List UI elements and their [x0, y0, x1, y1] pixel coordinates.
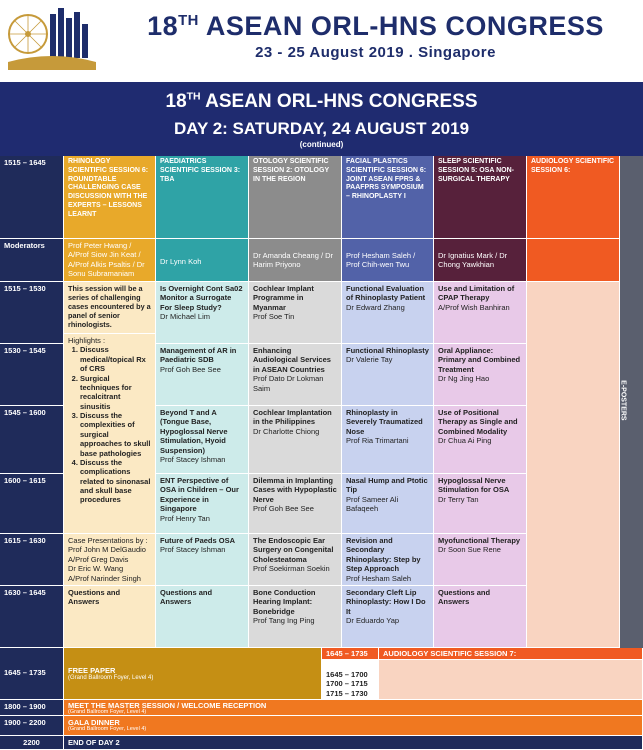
talk-speaker: Dr Charlotte Chiong — [253, 426, 320, 436]
talk-speaker: Dr Valerie Tay — [346, 355, 393, 365]
sleep-session-header: SLEEP SCIENTIFIC SESSION 5: OSA NON-SURGICAL THERAPY — [434, 156, 527, 239]
footer-venue: (Grand Ballroom Foyer, Level 4) — [68, 709, 147, 716]
page-title: 18TH ASEAN ORL-HNS CONGRESS — [147, 11, 604, 41]
talk-title: Revision and Secondary Rhinoplasty: Step by Step Approach — [346, 536, 421, 574]
audiology-s7-slots — [322, 660, 379, 700]
paediatrics-moderators: Dr Lynn Koh — [156, 239, 249, 282]
footer-venue: (Grand Ballroom Foyer, Level 4) — [68, 726, 147, 733]
case-label: Case Presentations by : — [68, 536, 148, 545]
facial-moderators: Prof Hesham Saleh / Prof Chih-wen Twu — [342, 239, 434, 282]
talk-speaker: Prof Stacey Ishman — [160, 545, 226, 555]
talk-title: Dilemma in Implanting Cases with Hypoplastic Nerve — [253, 476, 337, 504]
slot-time: 1515 – 1530 — [0, 282, 64, 344]
slot-time: 1630 – 1645 — [0, 586, 64, 648]
welcome-reception-row — [64, 700, 643, 716]
sleep-talk — [434, 282, 527, 344]
congress-header — [0, 0, 643, 78]
otology-talk — [249, 534, 342, 586]
talk-speaker: Dr Michael Lim — [160, 312, 211, 322]
talk-title: Use and Limitation of CPAP Therapy — [438, 284, 515, 303]
facial-plastics-session-header: FACIAL PLASTICS SCIENTIFIC SESSION 6: JOINT ASEAN FPRS & PAAFPRS SYMPOSIUM – RHINOPLASTY I — [342, 156, 434, 239]
talk-speaker: Prof Hesham Saleh — [346, 573, 412, 583]
sleep-talk — [434, 474, 527, 534]
talk-title: Myofunctional Therapy — [438, 536, 521, 545]
talk-speaker: Prof Sameer Ali Bafaqeeh — [346, 494, 399, 514]
case-presenter: Prof John M DelGaudio — [68, 545, 146, 555]
talk-title: Functional Rhinoplasty — [346, 346, 429, 355]
audiology-session-header: AUDIOLOGY SCIENTIFIC SESSION 6: — [527, 156, 620, 239]
highlight-item: 4. Discuss the complications related to sinonasal and skull base procedures — [80, 458, 151, 505]
slot-time: 1600 – 1615 — [0, 474, 64, 534]
talk-title: Cochlear Implantation in the Philippines — [253, 408, 332, 427]
footer-time: 1800 – 1900 — [0, 700, 64, 716]
rhinology-highlights — [64, 334, 156, 534]
sub-slot-time: 1700 – 1715 — [326, 679, 368, 689]
otology-talk — [249, 474, 342, 534]
sub-slot-time: 1645 – 1700 — [326, 670, 368, 679]
session-time: 1515 – 1645 — [0, 156, 64, 239]
facial-talk — [342, 344, 434, 406]
talk-title: ENT Perspective of OSA in Children – Our Experience in Singapore — [160, 476, 239, 514]
otology-session-header: OTOLOGY SCIENTIFIC SESSION 2: OTOLOGY IN THE REGION — [249, 156, 342, 239]
slot-time: 1545 – 1600 — [0, 406, 64, 474]
talk-title: Bone Conduction Hearing Implant: Bonebridge — [253, 588, 316, 616]
talk-speaker: Dr Eduardo Yap — [346, 616, 400, 626]
facial-talk — [342, 586, 434, 648]
talk-speaker: Prof Goh Bee See — [160, 364, 221, 374]
highlight-item: 2. Surgical techniques for recalcitrant sinusitis — [80, 374, 151, 412]
talk-speaker: Dr Edward Zhang — [346, 302, 405, 312]
otology-moderators: Dr Amanda Cheang / Dr Harim Priyono — [249, 239, 342, 282]
singapore-skyline-logo — [6, 4, 98, 70]
case-presenter: Dr Eric W. Wang — [68, 564, 124, 574]
free-paper-venue: (Grand Ballroom Foyer, Level 4) — [68, 675, 154, 682]
congress-dates: 23 - 25 August 2019 . Singapore — [255, 44, 496, 61]
audiology-column — [527, 282, 620, 648]
sleep-talk — [434, 406, 527, 474]
otology-talk — [249, 344, 342, 406]
free-paper-title: FREE PAPER — [68, 666, 116, 675]
eposters-label: E-POSTERS — [619, 380, 627, 421]
paediatrics-session-header: PAEDIATRICS SCIENTIFIC SESSION 3: TBA — [156, 156, 249, 239]
sleep-moderators: Dr Ignatius Mark / Dr Chong Yawkhian — [434, 239, 527, 282]
case-presenter: A/Prof Greg Davis — [68, 554, 129, 564]
talk-speaker: Prof Dato Dr Lokman Saim — [253, 374, 324, 393]
highlight-item: 3. Discuss the complexities of surgical approaches to skull base pathologies — [80, 411, 151, 458]
footer-title: GALA DINNER — [68, 718, 120, 727]
banner-title: 18TH ASEAN ORL-HNS CONGRESS — [165, 91, 478, 112]
slot-time: 1615 – 1630 — [0, 534, 64, 586]
facial-talk — [342, 282, 434, 344]
eposters-column — [620, 156, 643, 648]
paediatrics-talk — [156, 586, 249, 648]
rhinology-case-presenters — [64, 534, 156, 586]
rhinology-qa: Questions and Answers — [64, 586, 156, 648]
audiology-moderators — [527, 239, 620, 282]
highlights-label: Highlights : — [68, 336, 106, 345]
sleep-talk — [434, 534, 527, 586]
moderators-label: Moderators — [0, 239, 64, 282]
slot-time: 1530 – 1545 — [0, 344, 64, 406]
paediatrics-talk — [156, 406, 249, 474]
talk-speaker: Prof Soekirman Soekin — [253, 564, 330, 574]
talk-title: Questions and Answers — [438, 588, 491, 607]
talk-title: Cochlear Implant Programme in Myanmar — [253, 284, 314, 312]
talk-title: Questions and Answers — [160, 588, 213, 607]
talk-title: Secondary Cleft Lip Rhinoplasty: How I Do It — [346, 588, 426, 616]
otology-talk — [249, 282, 342, 344]
banner-day: DAY 2: SATURDAY, 24 AUGUST 2019 — [173, 119, 470, 138]
end-of-day-row: END OF DAY 2 — [64, 736, 643, 750]
talk-speaker: Dr Terry Tan — [438, 494, 479, 504]
talk-speaker: Prof Tang Ing Ping — [253, 616, 315, 626]
talk-speaker: Dr Ng Jing Hao — [438, 374, 490, 384]
highlight-item: 1. Discuss medical/topical Rx of CRS — [80, 345, 151, 373]
sleep-talk — [434, 586, 527, 648]
talk-speaker: Prof Soe Tin — [253, 312, 295, 322]
talk-title: Functional Evaluation of Rhinoplasty Patient — [346, 284, 426, 303]
footer-title: MEET THE MASTER SESSION / WELCOME RECEPTION — [68, 701, 267, 710]
talk-title: Beyond T and A (Tongue Base, Hypoglossal Nerve Stimulation, Hyoid Suspension) — [160, 408, 228, 455]
talk-title: The Endoscopic Ear Surgery on Congenital Cholesteatoma — [253, 536, 334, 564]
facial-talk — [342, 406, 434, 474]
talk-title: Enhancing Audiological Services in ASEAN Countries — [253, 346, 331, 374]
audiology-s7-time: 1645 – 1735 — [322, 648, 379, 660]
talk-speaker: Prof Goh Bee See — [253, 504, 314, 514]
rhinology-session-header: RHINOLOGY SCIENTIFIC SESSION 6: ROUNDTABLE CHALLENGING CASE DISCUSSION WITH THE EXPERTS – LESSONS LEARNT — [64, 156, 156, 239]
talk-title: Is Overnight Cont Sa02 Monitor a Surrogate For Sleep Study? — [160, 284, 243, 312]
free-paper-block — [64, 648, 322, 700]
facial-talk — [342, 474, 434, 534]
talk-speaker: Dr Soon Sue Rene — [438, 545, 501, 555]
talk-speaker: Prof Ria Trimartani — [346, 436, 409, 446]
otology-talk — [249, 406, 342, 474]
sleep-talk — [434, 344, 527, 406]
free-paper-time: 1645 – 1735 — [0, 648, 64, 700]
talk-title: Future of Paeds OSA — [160, 536, 236, 545]
talk-title: Rhinoplasty in Severely Traumatized Nose — [346, 408, 423, 436]
talk-title: Oral Appliance: Primary and Combined Treatment — [438, 346, 521, 374]
audiology-s7-body — [379, 660, 643, 700]
gala-dinner-row — [64, 716, 643, 736]
footer-time: 1900 – 2200 — [0, 716, 64, 736]
talk-speaker: Prof Henry Tan — [160, 513, 210, 523]
rhinology-intro: This session will be a series of challenging cases encountered by a panel of senior rhinologists. — [64, 282, 156, 334]
talk-speaker: A/Prof Wish Banhiran — [438, 302, 510, 312]
banner-continued: (continued) — [299, 140, 344, 149]
paediatrics-talk — [156, 534, 249, 586]
talk-title: Use of Positional Therapy as Single and Combined Modality — [438, 408, 518, 436]
case-presenter: A/Prof Narinder Singh — [68, 573, 141, 583]
talk-title: Nasal Hump and Ptotic Tip — [346, 476, 428, 495]
rhinology-moderators: Prof Peter Hwang / A/Prof Siow Jin Keat / A/Prof Alkis Psaltis / Dr Sonu Subramaniam — [64, 239, 156, 282]
talk-title: Management of AR in Paediatric SDB — [160, 346, 237, 365]
footer-time: 2200 — [0, 736, 64, 750]
talk-speaker: Prof Stacey Ishman — [160, 454, 226, 464]
sub-slot-time: 1715 – 1730 — [326, 688, 368, 698]
audiology-s7-title: AUDIOLOGY SCIENTIFIC SESSION 7: — [379, 648, 643, 660]
paediatrics-talk — [156, 282, 249, 344]
talk-title: Hypoglossal Nerve Stimulation for OSA — [438, 476, 510, 495]
otology-talk — [249, 586, 342, 648]
talk-speaker: Dr Chua Ai Ping — [438, 436, 492, 446]
paediatrics-talk — [156, 344, 249, 406]
paediatrics-talk — [156, 474, 249, 534]
facial-talk — [342, 534, 434, 586]
